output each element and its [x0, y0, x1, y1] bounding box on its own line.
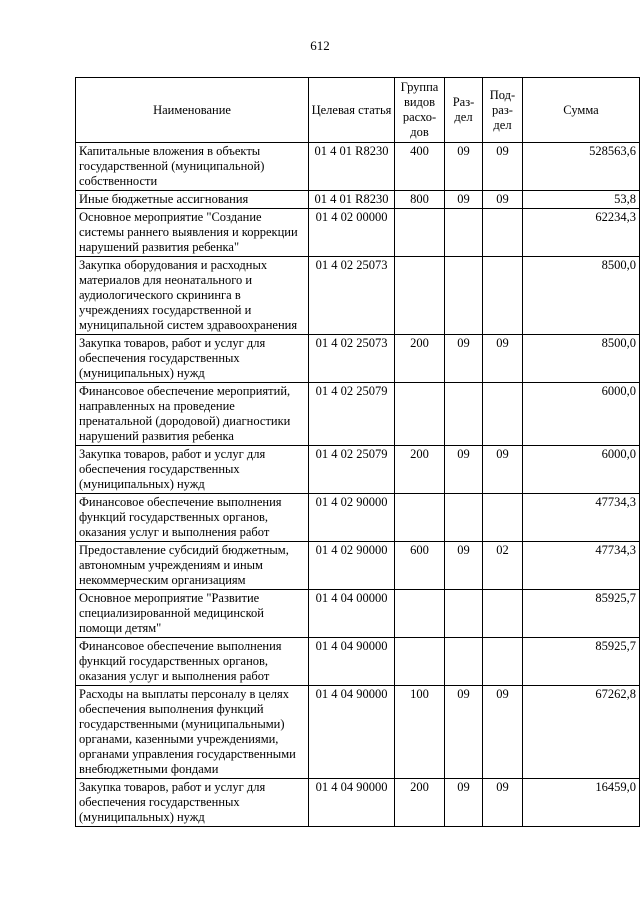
table-row — [76, 335, 640, 383]
row-section-cell — [445, 494, 483, 542]
row-section-cell: 09 — [445, 686, 483, 779]
row-target-article-cell: 01 4 04 00000 — [309, 590, 395, 638]
header-expense-group: Группа видов расхо-дов — [395, 78, 445, 143]
row-target-article-cell: 01 4 02 25073 — [309, 257, 395, 335]
row-target-article-cell: 01 4 02 00000 — [309, 209, 395, 257]
table-header-row — [76, 78, 640, 143]
row-expense-group-cell — [395, 638, 445, 686]
row-subsection-cell: 09 — [483, 191, 523, 209]
row-subsection-cell — [483, 257, 523, 335]
row-section-cell: 09 — [445, 191, 483, 209]
header-subsection: Под-раз-дел — [483, 78, 523, 143]
table-row — [76, 638, 640, 686]
table-row — [76, 257, 640, 335]
row-subsection-cell: 09 — [483, 143, 523, 191]
row-name-cell: Финансовое обеспечение выполнения функций государственных органов, оказания услуг и выполнения работ — [76, 494, 309, 542]
table-row — [76, 542, 640, 590]
table-row — [76, 446, 640, 494]
row-subsection-cell — [483, 209, 523, 257]
row-subsection-cell — [483, 494, 523, 542]
row-sum-cell: 62234,3 — [523, 209, 640, 257]
header-sum: Сумма — [523, 78, 640, 143]
row-target-article-cell: 01 4 04 90000 — [309, 686, 395, 779]
row-expense-group-cell — [395, 590, 445, 638]
row-section-cell — [445, 383, 483, 446]
row-section-cell — [445, 590, 483, 638]
budget-table — [75, 77, 640, 827]
table-row — [76, 686, 640, 779]
row-expense-group-cell — [395, 209, 445, 257]
row-expense-group-cell: 200 — [395, 335, 445, 383]
row-expense-group-cell — [395, 383, 445, 446]
row-subsection-cell — [483, 590, 523, 638]
table-row — [76, 494, 640, 542]
row-target-article-cell: 01 4 04 90000 — [309, 638, 395, 686]
row-name-cell: Закупка товаров, работ и услуг для обеспечения государственных (муниципальных) нужд — [76, 779, 309, 827]
row-subsection-cell: 09 — [483, 779, 523, 827]
row-name-cell: Финансовое обеспечение мероприятий, направленных на проведение пренатальной (дородовой) диагностики нарушений развития ребенка — [76, 383, 309, 446]
table-body — [76, 143, 640, 827]
row-name-cell: Капитальные вложения в объекты государственной (муниципальной) собственности — [76, 143, 309, 191]
row-subsection-cell: 09 — [483, 686, 523, 779]
row-sum-cell: 47734,3 — [523, 542, 640, 590]
row-subsection-cell: 09 — [483, 446, 523, 494]
row-section-cell: 09 — [445, 143, 483, 191]
row-section-cell: 09 — [445, 335, 483, 383]
row-target-article-cell: 01 4 02 25073 — [309, 335, 395, 383]
row-name-cell: Иные бюджетные ассигнования — [76, 191, 309, 209]
row-sum-cell: 16459,0 — [523, 779, 640, 827]
row-name-cell: Расходы на выплаты персоналу в целях обеспечения выполнения функций государственными (муниципальными) органами, казенными учреждениями, органами управления государственными внебюджетными фондами — [76, 686, 309, 779]
row-section-cell — [445, 638, 483, 686]
header-target-article: Целевая статья — [309, 78, 395, 143]
row-sum-cell: 67262,8 — [523, 686, 640, 779]
row-subsection-cell: 02 — [483, 542, 523, 590]
row-name-cell: Финансовое обеспечение выполнения функций государственных органов, оказания услуг и выполнения работ — [76, 638, 309, 686]
row-target-article-cell: 01 4 02 25079 — [309, 446, 395, 494]
row-expense-group-cell: 100 — [395, 686, 445, 779]
table-row — [76, 191, 640, 209]
row-sum-cell: 47734,3 — [523, 494, 640, 542]
row-sum-cell: 8500,0 — [523, 335, 640, 383]
row-expense-group-cell — [395, 257, 445, 335]
table-row — [76, 209, 640, 257]
row-section-cell: 09 — [445, 779, 483, 827]
row-name-cell: Закупка товаров, работ и услуг для обеспечения государственных (муниципальных) нужд — [76, 446, 309, 494]
row-target-article-cell: 01 4 02 90000 — [309, 542, 395, 590]
row-subsection-cell — [483, 383, 523, 446]
table-row — [76, 590, 640, 638]
row-target-article-cell: 01 4 01 R8230 — [309, 191, 395, 209]
row-target-article-cell: 01 4 02 25079 — [309, 383, 395, 446]
row-target-article-cell: 01 4 02 90000 — [309, 494, 395, 542]
page-number: 612 — [310, 38, 330, 53]
row-name-cell: Закупка оборудования и расходных материалов для неонатального и аудиологического скрининга в учреждениях государственной и муниципальной систем здравоохранения — [76, 257, 309, 335]
row-expense-group-cell: 400 — [395, 143, 445, 191]
row-name-cell: Основное мероприятие "Создание системы раннего выявления и коррекции нарушений развития ребенка" — [76, 209, 309, 257]
row-target-article-cell: 01 4 01 R8230 — [309, 143, 395, 191]
row-expense-group-cell — [395, 494, 445, 542]
row-sum-cell: 85925,7 — [523, 638, 640, 686]
row-sum-cell: 6000,0 — [523, 383, 640, 446]
row-name-cell: Закупка товаров, работ и услуг для обеспечения государственных (муниципальных) нужд — [76, 335, 309, 383]
row-subsection-cell: 09 — [483, 335, 523, 383]
row-sum-cell: 528563,6 — [523, 143, 640, 191]
row-name-cell: Основное мероприятие "Развитие специализированной медицинской помощи детям" — [76, 590, 309, 638]
header-section: Раз-дел — [445, 78, 483, 143]
row-target-article-cell: 01 4 04 90000 — [309, 779, 395, 827]
row-section-cell: 09 — [445, 446, 483, 494]
row-subsection-cell — [483, 638, 523, 686]
row-expense-group-cell: 800 — [395, 191, 445, 209]
table-row — [76, 779, 640, 827]
header-name: Наименование — [76, 78, 309, 143]
row-expense-group-cell: 200 — [395, 779, 445, 827]
row-name-cell: Предоставление субсидий бюджетным, автономным учреждениям и иным некоммерческим организациям — [76, 542, 309, 590]
row-sum-cell: 6000,0 — [523, 446, 640, 494]
row-section-cell — [445, 257, 483, 335]
table-row — [76, 383, 640, 446]
row-sum-cell: 53,8 — [523, 191, 640, 209]
row-expense-group-cell: 600 — [395, 542, 445, 590]
row-section-cell — [445, 209, 483, 257]
row-expense-group-cell: 200 — [395, 446, 445, 494]
table-row — [76, 143, 640, 191]
row-sum-cell: 85925,7 — [523, 590, 640, 638]
row-section-cell: 09 — [445, 542, 483, 590]
row-sum-cell: 8500,0 — [523, 257, 640, 335]
